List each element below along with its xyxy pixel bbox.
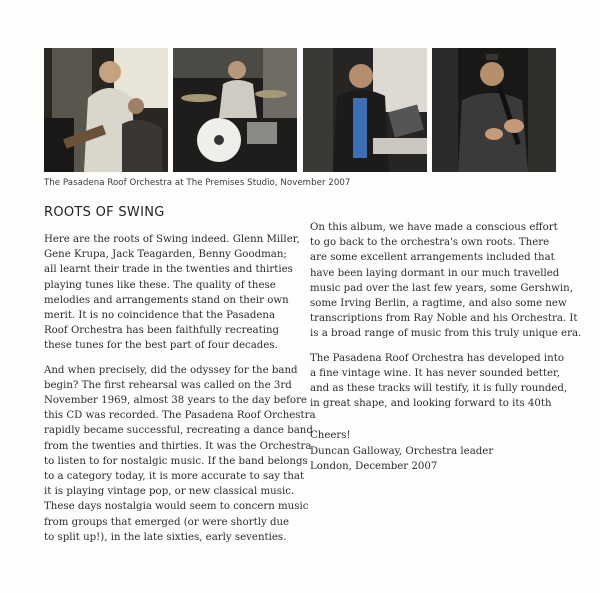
text-line: in great shape, and looking forward to its 40th bbox=[310, 398, 552, 410]
text-line: melodies and arrangements stand on their own bbox=[44, 294, 289, 306]
paragraph bbox=[310, 351, 568, 412]
text-line: all learnt their trade in the twenties and thirties bbox=[44, 264, 293, 276]
text-line: from groups that emerged (or were shortly due bbox=[44, 516, 290, 528]
text-line: Gene Krupa, Jack Teagarden, Benny Goodman; bbox=[44, 249, 287, 261]
paragraph bbox=[44, 232, 300, 354]
text-line: these tunes for the best part of four decades. bbox=[44, 340, 278, 352]
text-line: Roof Orchestra has been faithfully recreating bbox=[44, 325, 280, 337]
text-line: is a broad range of music from this truly unique era. bbox=[310, 328, 582, 340]
signoff bbox=[310, 428, 564, 474]
text-line: begin? The first rehearsal was called on the 3rd bbox=[44, 379, 292, 391]
signoff-greeting: Cheers! bbox=[310, 430, 351, 442]
text-line: are some excellent arrangements included that bbox=[310, 252, 555, 264]
paragraph bbox=[44, 363, 316, 545]
text-line: it is playing vintage pop, or new classical music. bbox=[44, 486, 295, 498]
text-line: and as these tracks will testify, it is fully rounded, bbox=[310, 383, 568, 395]
text-line: merit. It is no coincidence that the Pasadena bbox=[44, 310, 276, 322]
photo-keyboardist bbox=[303, 48, 427, 172]
photo-caption: The Pasadena Roof Orchestra at The Premises Studio, November 2007 bbox=[44, 178, 351, 188]
text-line: On this album, we have made a conscious effort bbox=[310, 222, 558, 233]
text-line: playing tunes like these. The quality of these bbox=[44, 279, 276, 291]
text-line: a fine vintage wine. It has never sounded better, bbox=[310, 367, 561, 379]
photo-guitarist bbox=[44, 48, 168, 172]
photo-clarinetist bbox=[432, 48, 556, 172]
text-line: to a category today, it is more accurate to say that bbox=[44, 471, 305, 483]
text-line: Here are the roots of Swing indeed. Glenn Miller, bbox=[44, 234, 300, 245]
signoff-name: Duncan Galloway, Orchestra leader bbox=[310, 445, 494, 457]
photo-drummer bbox=[173, 48, 297, 172]
text-line: to split up!), in the late sixties, early seventies. bbox=[44, 531, 287, 543]
signoff-place-date: London, December 2007 bbox=[310, 460, 438, 472]
section-heading: ROOTS OF SWING bbox=[44, 205, 165, 220]
text-line: to go back to the orchestra's own roots. There bbox=[310, 237, 550, 249]
text-line: These days nostalgia would seem to concern music bbox=[44, 501, 309, 513]
text-line: The Pasadena Roof Orchestra has developed into bbox=[310, 352, 564, 364]
text-line: from the twenties and thirties. It was the Orchestra bbox=[44, 440, 312, 452]
right-column bbox=[310, 220, 582, 483]
text-line: transcriptions from Ray Noble and his Orchestra. It bbox=[310, 313, 578, 325]
text-line: this CD was recorded. The Pasadena Roof Orchestra bbox=[44, 410, 316, 422]
text-line: have been laying dormant in our much travelled bbox=[310, 267, 560, 279]
text-line: to listen to for nostalgic music. If the band belongs bbox=[44, 455, 308, 467]
text-line: rapidly became successful, recreating a dance band bbox=[44, 425, 313, 437]
photo-strip bbox=[44, 48, 556, 172]
text-line: music pad over the last few years, some Gershwin, bbox=[310, 282, 573, 294]
text-line: And when precisely, did the odyssey for the band bbox=[44, 364, 298, 376]
paragraph bbox=[310, 220, 582, 342]
text-line: November 1969, almost 38 years to the day before bbox=[44, 395, 307, 407]
text-line: some Irving Berlin, a ragtime, and also some new bbox=[310, 298, 567, 310]
left-column bbox=[44, 232, 316, 554]
